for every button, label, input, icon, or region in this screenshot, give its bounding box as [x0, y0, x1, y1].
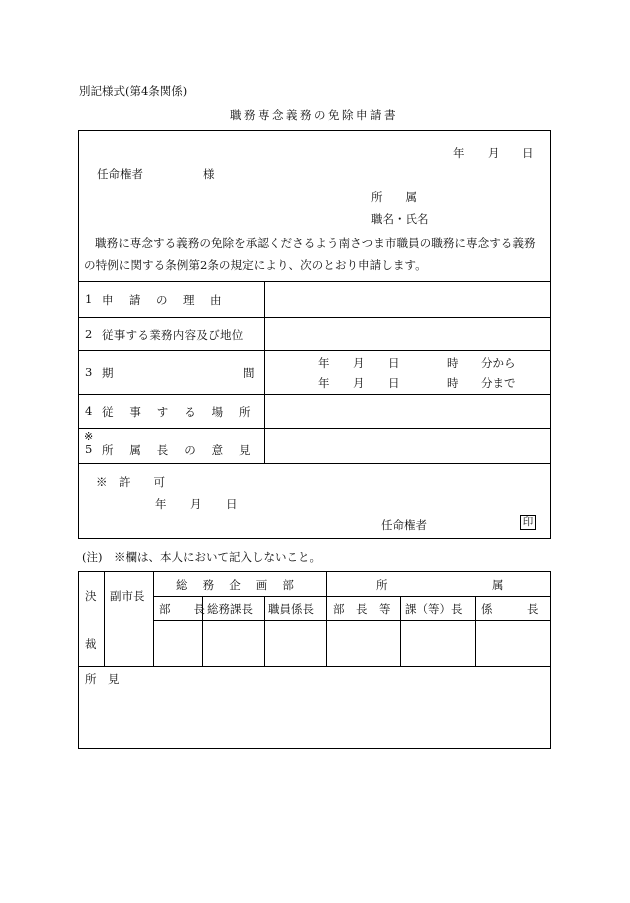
application-statement-line2: の特例に関する条例第2条の規定により、次のとおり申請します。: [84, 258, 427, 272]
period-start-hour: 時: [447, 356, 459, 370]
row-label-right: 間: [243, 366, 255, 380]
sub-header-director: 部 長: [159, 602, 205, 616]
row-number: 5: [85, 442, 93, 456]
period-start-day: 日: [388, 356, 400, 370]
sub-header-section-chief: 係 長: [481, 602, 539, 616]
period-end-month: 月: [353, 376, 365, 390]
form-reference: 別記様式(第4条関係): [79, 84, 188, 98]
period-start-minute: 分から: [481, 356, 516, 370]
form-title: 職務専念義務の免除申請書: [230, 108, 398, 122]
row-mark: ※: [84, 430, 94, 443]
permission-date-day: 日: [226, 497, 238, 511]
row-label: 申 請 の 理 由: [102, 293, 224, 307]
permission-label: ※ 許 可: [96, 475, 165, 489]
name-label: 職名・氏名: [371, 212, 429, 226]
application-statement-line1: 職務に専念する義務の免除を承認くださるよう南さつま市職員の職務に専念する義務: [95, 236, 536, 250]
general-affairs-dept-header: 総 務 企 画 部: [176, 578, 296, 592]
date-day: 日: [522, 146, 534, 160]
deputy-mayor-header: 副市長: [110, 589, 145, 603]
affiliation-dept-header-left: 所: [376, 578, 388, 592]
permission-date-month: 月: [190, 497, 202, 511]
period-end-hour: 時: [447, 376, 459, 390]
row-label: 所 属 長 の 意 見: [102, 443, 253, 457]
affiliation-label: 所 属: [371, 190, 417, 204]
addressee-honorific: 様: [203, 167, 215, 181]
decision-label-top: 決: [85, 589, 97, 603]
permission-date-year: 年: [155, 497, 167, 511]
sub-header-general-affairs-chief: 総務課長: [207, 602, 253, 616]
date-month: 月: [488, 146, 500, 160]
sub-header-division-chief: 課（等）長: [405, 602, 463, 616]
row-number: 1: [85, 292, 93, 306]
period-end-day: 日: [388, 376, 400, 390]
period-start-year: 年: [318, 356, 330, 370]
decision-label-bottom: 裁: [85, 637, 97, 651]
period-end-minute: 分まで: [481, 376, 516, 390]
row-label-left: 期: [102, 366, 114, 380]
sub-header-director-etc: 部 長 等: [333, 602, 391, 616]
row-number: 4: [85, 404, 93, 418]
affiliation-dept-header-right: 属: [492, 578, 504, 592]
date-year: 年: [453, 146, 465, 160]
permission-appointer: 任命権者: [381, 518, 427, 532]
row-number: 2: [85, 327, 93, 341]
row-number: 3: [85, 365, 93, 379]
sub-header-personnel-section-chief: 職員係長: [268, 602, 314, 616]
seal-mark: 印: [520, 515, 536, 530]
addressee-appointer: 任命権者: [97, 167, 143, 181]
row-label: 従事する業務内容及び地位: [102, 328, 244, 342]
form-note: (注) ※欄は、本人において記入しないこと。: [82, 550, 321, 564]
row-label: 従 事 す る 場 所: [102, 405, 253, 419]
period-start-month: 月: [353, 356, 365, 370]
period-end-year: 年: [318, 376, 330, 390]
remarks-label: 所 見: [85, 672, 120, 686]
